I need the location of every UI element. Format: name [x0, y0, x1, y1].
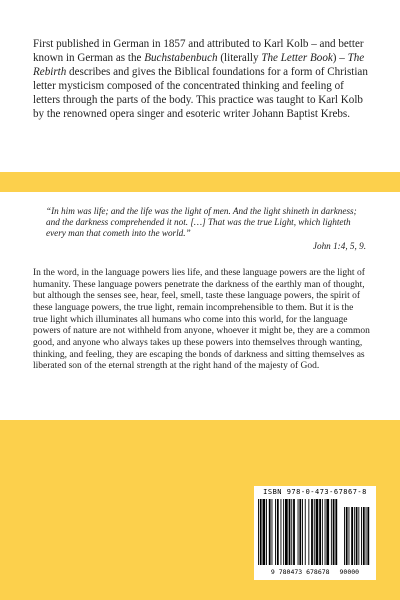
intro-text-1: First published in German in 1857 and attributed to Karl Kolb – and better known in German as the: [33, 38, 364, 65]
barcode-bar: [283, 499, 284, 565]
barcode-addon-bar: [344, 507, 345, 565]
title-german: Buchstabenbuch: [144, 52, 218, 65]
title-literal: The Letter Book: [261, 52, 333, 65]
quote-reference: John 1:4, 5, 9.: [312, 241, 366, 251]
barcode-bar: [316, 499, 319, 565]
barcode-bar: [289, 499, 291, 565]
barcode-bar: [326, 499, 329, 565]
isbn-label: ISBN 978-0-473-67867-8: [263, 488, 367, 496]
barcode-bar: [277, 499, 279, 565]
barcode-bar: [281, 499, 282, 565]
cover-top-section: [0, 0, 400, 172]
barcode-addon-bar: [361, 507, 362, 565]
barcode-addon: 90000: [339, 568, 360, 576]
yellow-band: [0, 172, 400, 192]
body-paragraph: In the word, in the language powers lies life, and these language powers are the light of humanity. These language powers penetrate the darkness of the earthly man of thought, but although the senses see, hear, feel, smell, taste these language powers, the spirit of these language powers, the true light, remain incomprehensible to them. But it is the true light which illuminates all humans who come into this world, for the language powers of nature are not withheld from anyone, whoever it might be, they are a common good, and anyone who always takes up these powers into themselves through wanting, thinking, and feeling, they are escaping the bonds of darkness and sitting themselves as liberated son of the eternal strength at the right hand of the majesty of God.: [33, 268, 370, 372]
intro-text-2: (literally: [217, 52, 262, 65]
barcode-bar: [298, 499, 299, 565]
barcode-bar: [302, 499, 303, 565]
barcode-bar: [314, 499, 315, 565]
barcode-addon-bar: [366, 507, 367, 565]
barcode-bar: [311, 499, 313, 565]
barcode-bar: [258, 499, 259, 565]
barcode-bar: [291, 499, 292, 565]
barcode-bar: [331, 499, 332, 565]
bible-quote: “In him was life; and the life was the light of men. And the light shineth in darkness; and the darkness comprehended it not. […] That was the true Light, which lighteth every man that cometh into the world.”: [46, 206, 357, 239]
barcode-addon-bar: [367, 507, 369, 565]
barcode-bar: [260, 499, 262, 565]
barcode-bar: [308, 499, 309, 565]
barcode-bar: [266, 499, 267, 565]
barcode-bar: [285, 499, 288, 565]
barcode-bar: [322, 499, 323, 565]
barcode-addon-bar: [351, 507, 353, 565]
barcode-bar: [263, 499, 266, 565]
barcode-box: [254, 486, 376, 580]
title-english: The Rebirth: [33, 52, 365, 79]
intro-text-3: ) –: [332, 52, 348, 65]
barcode-addon-bar: [363, 507, 365, 565]
barcode-icon: [258, 499, 372, 567]
barcode-addon-bar: [354, 507, 355, 565]
barcode-bar: [319, 499, 321, 565]
barcode-bar: [333, 499, 335, 565]
barcode-digits: [254, 568, 376, 576]
barcode-bar: [299, 499, 301, 565]
intro-paragraph: [33, 37, 370, 122]
barcode-bar: [269, 499, 271, 565]
barcode-bar: [293, 499, 295, 565]
barcode-bar: [272, 499, 273, 565]
barcode-bar: [325, 499, 326, 565]
barcode-addon-bar: [346, 507, 348, 565]
intro-text-4: describes and gives the Biblical foundations for a form of Christian letter mysticism composed of the concentrated thinking and feeling of letters through the parts of the body. This practice was taught to Karl Kolb by the renowned opera singer and esoteric writer Johann Baptist Krebs.: [33, 66, 368, 121]
barcode-bar: [305, 499, 306, 565]
barcode-number: 9 780473 678678: [270, 568, 330, 576]
barcode-addon-bar: [349, 507, 350, 565]
barcode-bar: [335, 499, 337, 565]
barcode-addon-bar: [358, 507, 359, 565]
barcode-bar: [275, 499, 276, 565]
barcode-addon-bar: [356, 507, 358, 565]
